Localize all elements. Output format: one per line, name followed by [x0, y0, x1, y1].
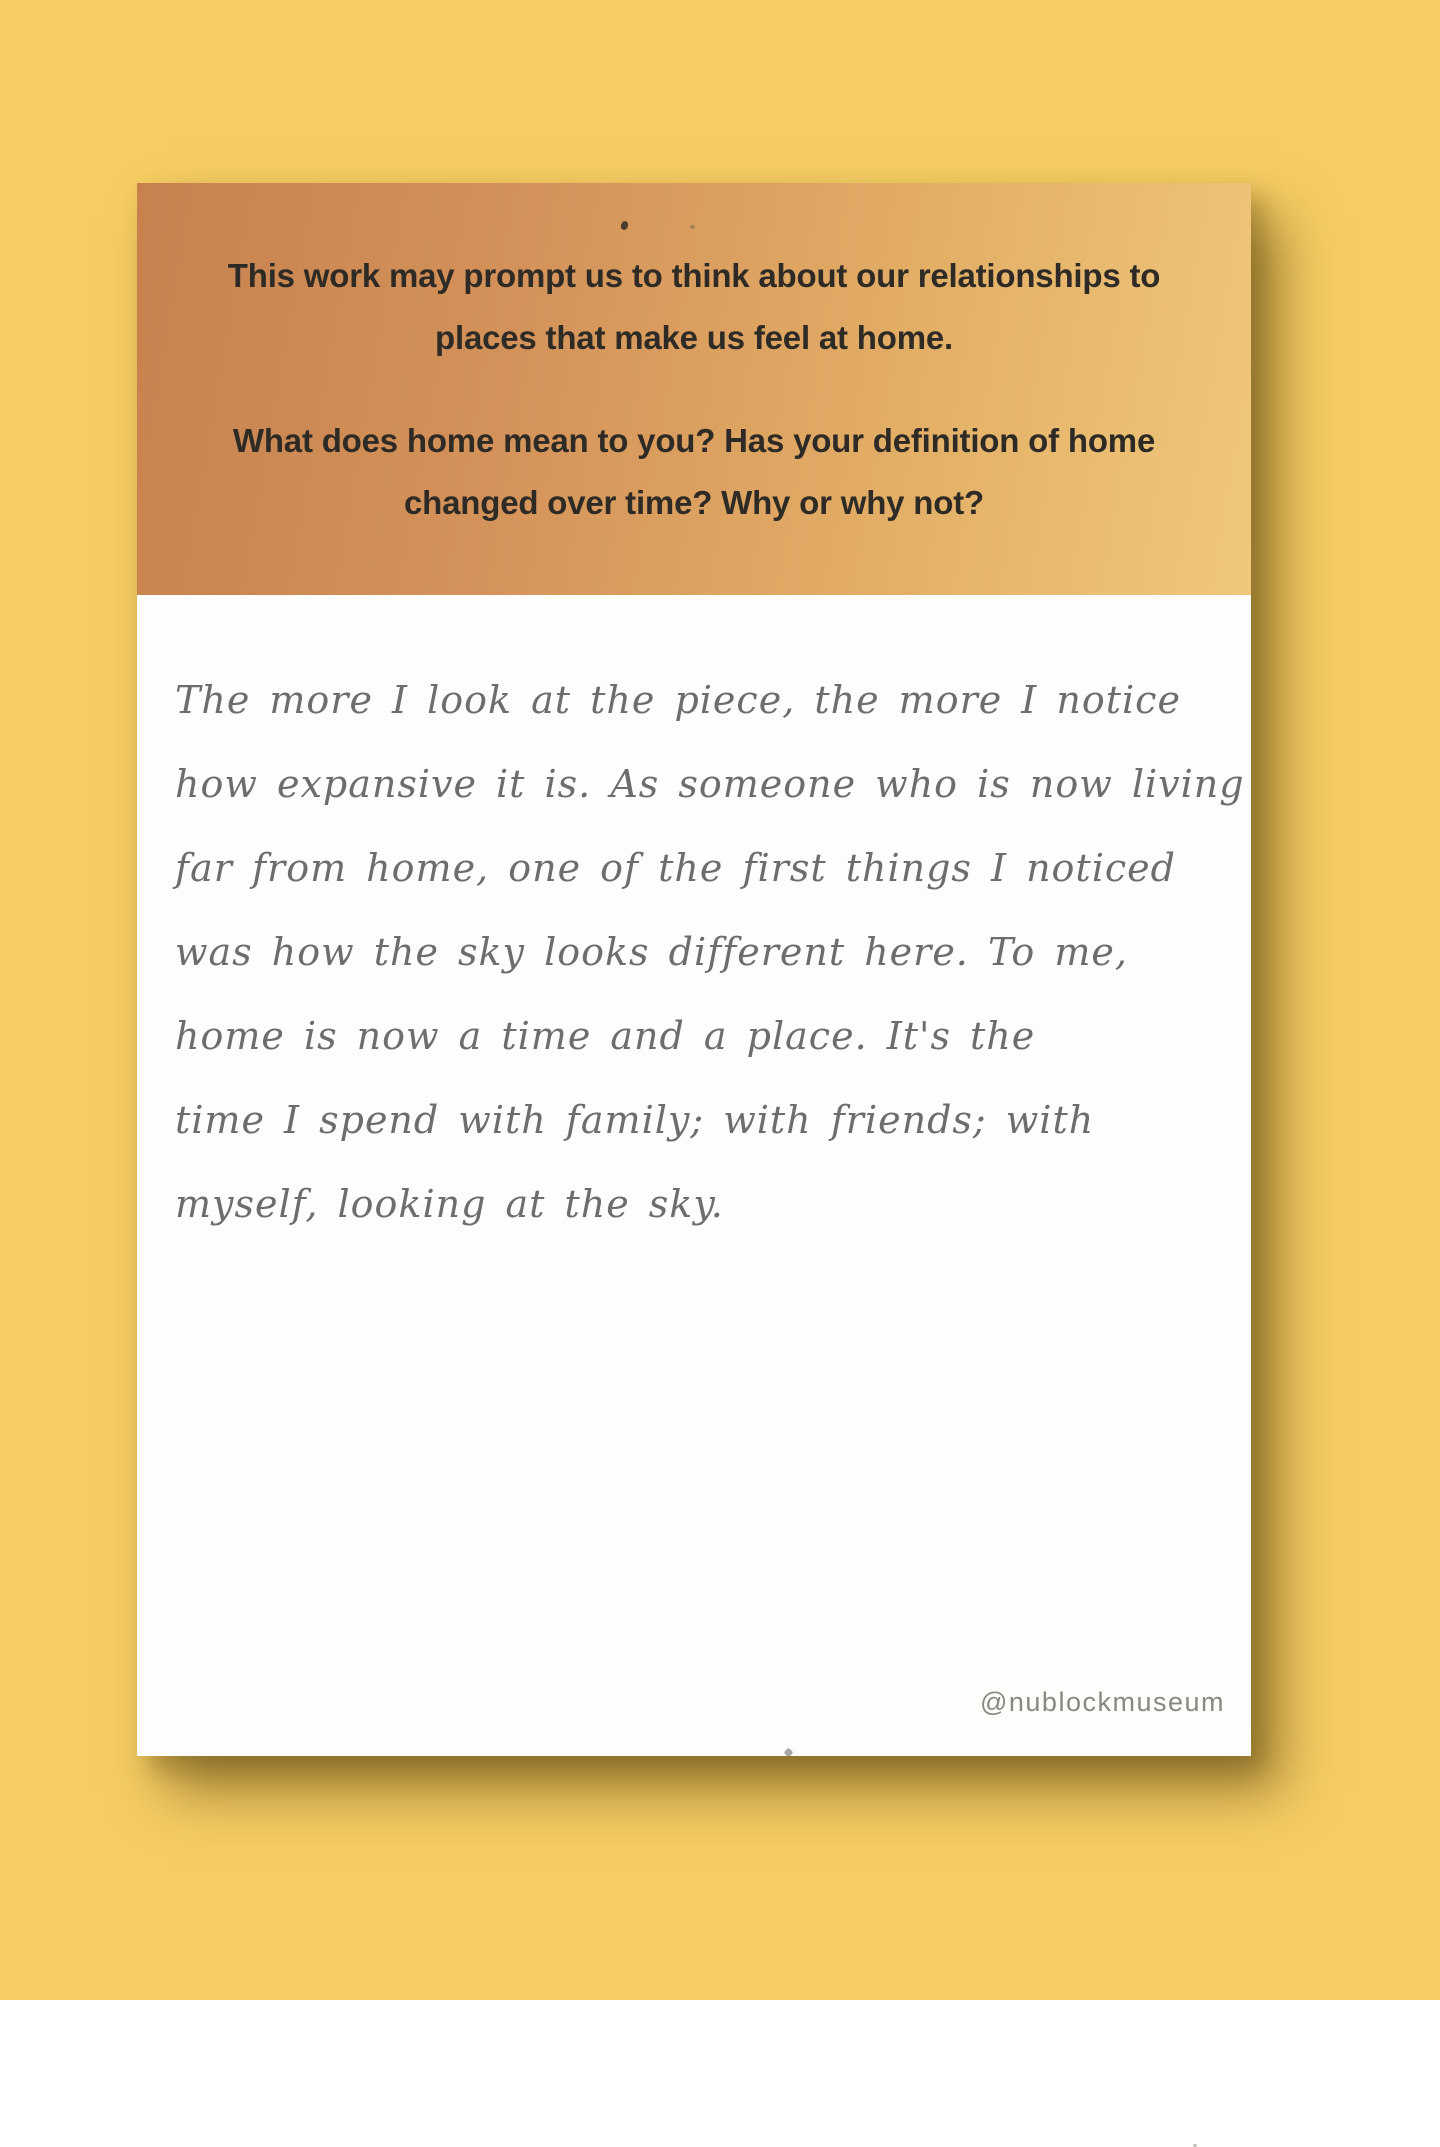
prompt-paragraph-2: [233, 410, 1155, 534]
response-area: [137, 595, 1251, 1756]
prompt-line: changed over time? Why or why not?: [404, 483, 984, 521]
handwritten-line: The more I look at the piece, the more I notice: [175, 678, 1181, 722]
paper-speck: [690, 225, 695, 229]
handwritten-line: how expansive it is. As someone who is now living: [175, 762, 1245, 806]
instagram-handle: @nublockmuseum: [979, 1687, 1225, 1717]
paper-speck: [620, 220, 630, 231]
handwritten-line: was how the sky looks different here. To me,: [175, 930, 1128, 974]
prompt-paragraph-1: [228, 245, 1160, 369]
prompt-header: [137, 183, 1251, 595]
handwritten-line: time I spend with family; with friends; with: [175, 1098, 1095, 1142]
comment-card: [137, 183, 1251, 1756]
handwritten-response: [175, 658, 1245, 1246]
prompt-line: What does home mean to you? Has your definition of home: [232, 421, 1156, 459]
handwritten-line: home is now a time and a place. It's the: [175, 1014, 1036, 1058]
prompt-line: This work may prompt us to think about our relationships to: [227, 256, 1161, 294]
pencil-speck: [784, 1748, 794, 1758]
handwritten-line: myself, looking at the sky.: [175, 1182, 724, 1226]
prompt-line: places that make us feel at home.: [435, 318, 953, 356]
handwritten-line: far from home, one of the first things I noticed: [175, 846, 1176, 890]
